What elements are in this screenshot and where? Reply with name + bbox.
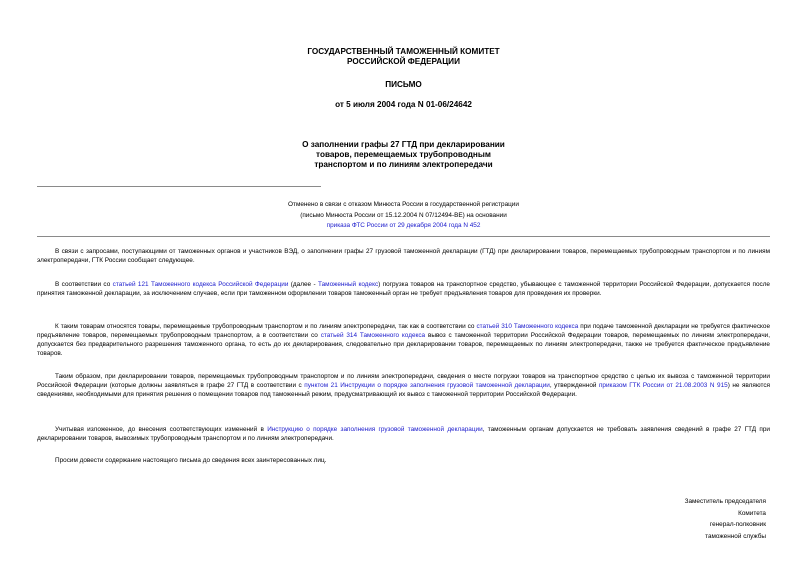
cancellation-line-1: Отменено в связи с отказом Минюста России в государственной регистрации — [288, 201, 519, 208]
signature-line-1: Заместитель председателя — [684, 498, 766, 505]
paragraph-2-text-a: В соответствии со — [55, 281, 113, 288]
paragraph-4-text-b: , утвержденной — [549, 382, 599, 389]
issuer-line-1: ГОСУДАРСТВЕННЫЙ ТАМОЖЕННЫЙ КОМИТЕТ — [307, 47, 500, 56]
paragraph-6: Просим довести содержание настоящего письма до сведения всех заинтересованных лиц. — [55, 457, 327, 464]
instruction-point-21-link[interactable]: пунктом 21 Инструкции о порядке заполнения грузовой таможенной декларации — [304, 382, 550, 389]
signature-line-3: генерал-полковник — [709, 521, 766, 528]
paragraph-5-text-b: , таможенным органам допускается не требовать заявления сведений в графе 27 ГТД при декларировании товаров, вывозимых трубопроводным транспортом и по линиям электропередачи. — [37, 426, 771, 442]
issuer-line-2: РОССИЙСКОЙ ФЕДЕРАЦИИ — [347, 57, 460, 66]
customs-code-link[interactable]: Таможенный кодекс — [318, 281, 379, 288]
article-310-link[interactable]: статьей 310 Таможенного кодекса — [476, 323, 579, 330]
document-type: ПИСЬМО — [385, 80, 422, 89]
article-121-link[interactable]: статьей 121 Таможенного кодекса Российской Федерации — [112, 281, 289, 288]
document-title — [0, 140, 807, 170]
paragraph-2 — [37, 280, 770, 298]
paragraph-3-text-c: вывоз с таможенной территории Российской Федерации товаров, перемещаемых по линиям электропередачи, допускается без предварительного разрешения таможенного органа, то есть до их декларирования, следовательно при декларировании товаров, перемещаемых по линиям электропередачи, также не требуется фактическое предъявление товаров. — [37, 332, 770, 357]
paragraph-2-text-c: ) погрузка товаров на транспортное средство, убывающее с таможенной территории Российской Федерации, допускается после принятия таможенной декларации, за исключением случаев, если при таможенном оформлении товаров таможенный орган не требует предъявления товаров для проведения их проверки. — [37, 281, 770, 297]
title-line-2: товаров, перемещаемых трубопроводным — [316, 150, 491, 159]
paragraph-1: В связи с запросами, поступающими от таможенных органов и участников ВЭД, о заполнении графы 27 грузовой таможенной декларации (ГТД) при декларировании товаров, перемещаемых трубопроводным транспортом и по линиям электропередачи, ГТК России сообщает следующее. — [37, 248, 770, 264]
signature-line-4: таможенной службы — [705, 532, 766, 540]
paragraph-5-text-a: Учитывая изложенное, до внесения соответствующих изменений в — [55, 426, 268, 433]
title-line-3: транспортом и по линиям электропередачи — [314, 160, 493, 169]
article-314-link[interactable]: статьей 314 Таможенного кодекса — [320, 332, 426, 339]
divider-top — [37, 186, 321, 187]
cancellation-note — [0, 200, 807, 232]
document-date-number: от 5 июля 2004 года N 01-06/24642 — [335, 100, 472, 109]
paragraph-5 — [37, 425, 770, 443]
cancellation-line-2: (письмо Минюста России от 15.12.2004 N 07/12494-ВЕ) на основании — [300, 211, 507, 219]
issuer-block — [0, 47, 807, 67]
paragraph-4-text-c: ) не являются сведениями, необходимыми для принятия решения о помещении товаров под таможенный режим, предусматривающий их вывоз с таможенной территории Российской Федерации. — [37, 382, 771, 398]
signature-line-2: Комитета — [738, 509, 766, 517]
paragraph-4 — [37, 372, 770, 399]
paragraph-4-text-a: Таким образом, при декларировании товаров, перемещаемых трубопроводным транспортом и по линиям электропередачи, сведения о месте погрузки товаров на транспортное средство с целью их вывоза с таможенной территории Российской Федерации (которые должны заявляться в графе 27 ГТД в соответствии с — [37, 373, 770, 389]
cancellation-order-link[interactable]: приказа ФТС России от 29 декабря 2004 года N 452 — [326, 222, 481, 229]
divider-bottom — [37, 236, 770, 237]
paragraph-2-text-b: (далее - — [288, 281, 319, 288]
order-915-link[interactable]: приказом ГТК России от 21.08.2003 N 915 — [598, 382, 728, 389]
paragraph-3 — [37, 322, 770, 358]
signature-block — [600, 496, 766, 542]
paragraph-3-text-b: при подаче таможенной декларации не требуется фактическое предъявление товаров, перемещаемых трубопроводным транспортом, а в соответствии со — [37, 323, 770, 339]
paragraph-3-text-a: К таким товарам относятся товары, перемещаемые трубопроводным транспортом и по линиям электропередачи, так как в соответствии со — [55, 323, 477, 330]
title-line-1: О заполнении графы 27 ГТД при декларировании — [302, 140, 505, 149]
instruction-link[interactable]: Инструкцию о порядке заполнения грузовой таможенной декларации — [267, 426, 483, 433]
